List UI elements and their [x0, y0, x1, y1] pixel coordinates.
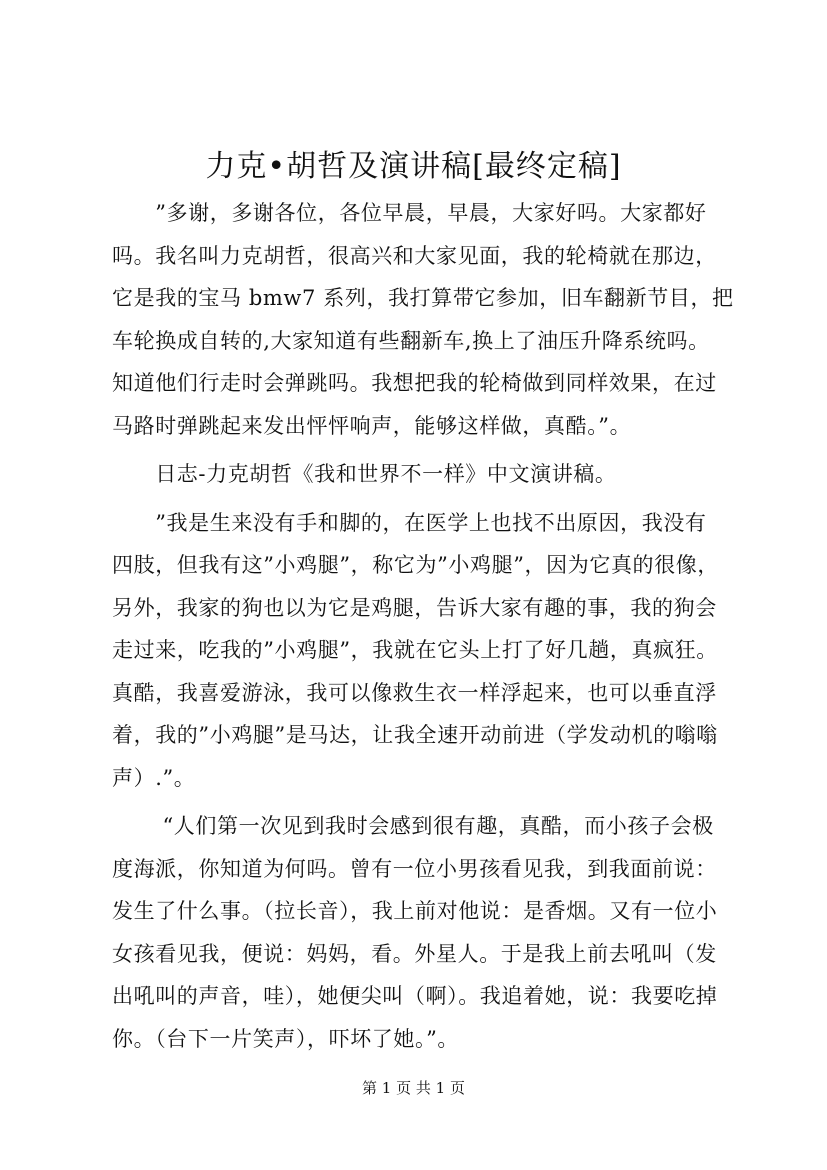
paragraph-2	[112, 453, 737, 496]
text-line: 出吼叫的声音，哇），她便尖叫（啊）。我追着她，说：我要吃掉	[112, 984, 718, 1008]
text-line: 走过来，吃我的”小鸡腿”，我就在它头上打了好几趟，真疯狂。	[112, 638, 718, 662]
text-line: 车轮换成自转的,大家知道有些翻新车,换上了油压升降系统吗。	[112, 328, 710, 353]
text-line: 马路时弹跳起来发出怦怦响声，能够这样做，真酷。”。	[112, 413, 632, 438]
text-line: 真酷，我喜爱游泳，我可以像救生衣一样浮起来，也可以垂直浮	[112, 680, 717, 705]
text-line: 它是我的宝马 bmw7 系列，我打算带它参加，旧车翻新节目，把	[112, 286, 734, 310]
text-line: “人们第一次见到我时会感到很有趣，真酷，而小孩子会极	[112, 814, 714, 838]
text-line: 日志-力克胡哲《我和世界不一样》中文演讲稿。	[112, 462, 617, 486]
paragraph-4	[112, 805, 737, 1060]
text-line: 度海派，你知道为何吗。曾有一位小男孩看见我，到我面前说：	[112, 856, 717, 881]
text-line: 知道他们行走时会弹跳吗。我想把我的轮椅做到同样效果，在过	[112, 371, 717, 395]
text-line: ”多谢，多谢各位，各位早晨，早晨，大家好吗。大家都好	[112, 201, 707, 225]
paragraph-1	[112, 192, 737, 447]
text-line: 吗。我名叫力克胡哲，很高兴和大家见面，我的轮椅就在那边，	[112, 243, 717, 268]
page-number-footer: 第 1 页 共 1 页	[362, 1079, 465, 1097]
text-line: 四肢，但我有这”小鸡腿”，称它为”小鸡腿”，因为它真的很像，	[112, 553, 719, 577]
text-line: ”我是生来没有手和脚的，在医学上也找不出原因，我没有	[112, 510, 707, 535]
document-body	[112, 192, 737, 1060]
page-title: 力克•胡哲及演讲稿[最终定稿]	[205, 149, 622, 184]
text-line: 声）.”。	[112, 765, 196, 790]
text-line: 着，我的”小鸡腿”是马达，让我全速开动前进（学发动机的嗡嗡	[112, 723, 718, 747]
text-line: 发生了什么事。（拉长音），我上前对他说：是香烟。又有一位小	[112, 899, 718, 923]
paragraph-3	[112, 502, 737, 800]
text-line: 另外，我家的狗也以为它是鸡腿，告诉大家有趣的事，我的狗会	[112, 595, 717, 620]
text-line: 你。（台下一片笑声），吓坏了她。”。	[112, 1026, 460, 1051]
text-line: 女孩看见我，便说：妈妈，看。外星人。于是我上前去吼叫（发	[112, 941, 717, 966]
